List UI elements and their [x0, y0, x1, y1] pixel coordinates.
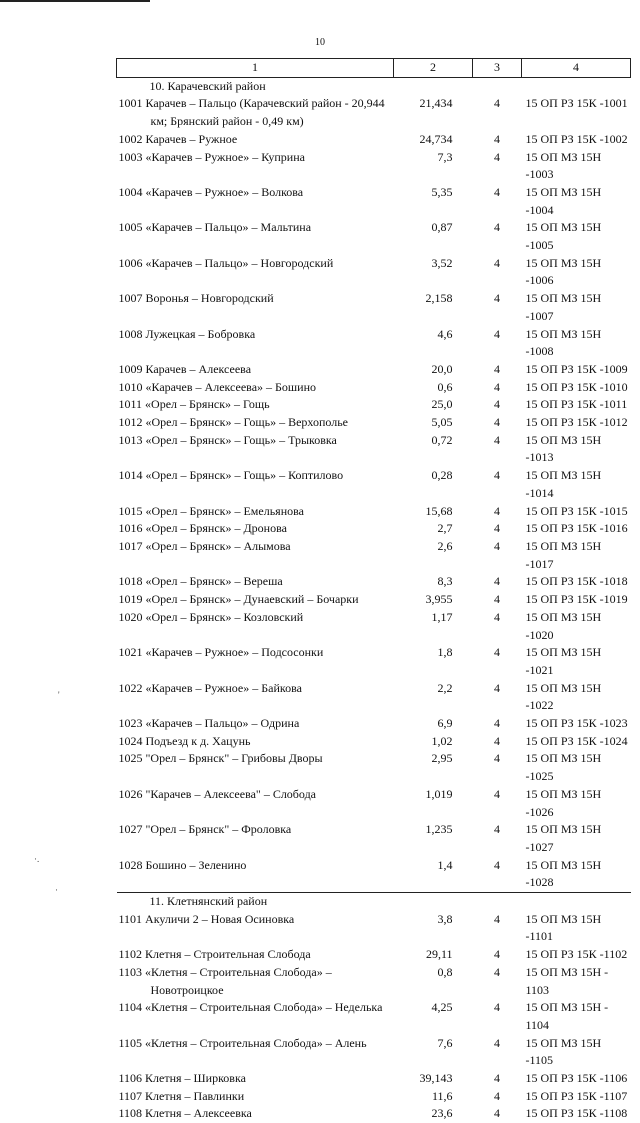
road-name: 1003 «Карачев – Ружное» – Куприна — [118, 149, 305, 164]
road-length: 0,72 — [431, 432, 453, 447]
table-row — [117, 149, 631, 184]
road-length: 3,955 — [425, 592, 453, 607]
margin-mark: ·. — [34, 854, 40, 864]
road-class: 4 — [494, 1088, 500, 1103]
margin-mark: · — [55, 885, 58, 895]
road-code: 15 ОП РЗ 15К -1011 — [525, 397, 628, 412]
road-class: 4 — [494, 680, 500, 695]
table-row — [117, 786, 631, 821]
table-row — [117, 396, 631, 414]
road-code: 15 ОП МЗ 15Н - 1104 — [525, 1000, 612, 1032]
road-length: 4,25 — [431, 1000, 453, 1015]
road-name: 1017 «Орел – Брянск» – Алымова — [118, 538, 291, 553]
empty-cell — [394, 77, 473, 95]
table-row — [117, 520, 631, 538]
road-code: 15 ОП МЗ 15Н -1006 — [525, 255, 605, 288]
road-length: 0,87 — [431, 220, 453, 235]
road-name: 1013 «Орел – Брянск» – Гощь» – Трыковка — [118, 432, 337, 447]
empty-cell — [522, 893, 631, 911]
table-row — [117, 255, 631, 290]
road-length: 0,28 — [431, 468, 453, 483]
table-row — [117, 946, 631, 964]
road-class: 4 — [494, 822, 500, 837]
road-name: 1024 Подъезд к д. Хацунь — [118, 733, 251, 748]
road-length: 1,8 — [437, 645, 453, 660]
road-code: 15 ОП МЗ 15Н -1101 — [525, 911, 605, 944]
road-name: 1106 Клетня – Ширковка — [118, 1071, 246, 1086]
table-header — [117, 59, 631, 78]
road-class: 4 — [494, 911, 500, 926]
road-code: 15 ОП РЗ 15К -1106 — [525, 1071, 628, 1086]
road-length: 2,6 — [437, 538, 453, 553]
road-class: 4 — [494, 947, 500, 962]
road-name: 1020 «Орел – Брянск» – Козловский — [118, 609, 304, 624]
road-class: 4 — [494, 645, 500, 660]
road-code: 15 ОП МЗ 15Н -1027 — [525, 822, 605, 854]
table-row — [117, 964, 631, 999]
road-name: 1004 «Карачев – Ружное» – Волкова — [118, 184, 304, 199]
road-name: 1101 Акуличи 2 – Новая Осиновка — [118, 911, 295, 926]
road-name: 1009 Карачев – Алексеева — [118, 361, 252, 376]
road-length: 1,17 — [431, 609, 453, 624]
table-row — [117, 1070, 631, 1088]
road-length: 2,158 — [425, 291, 453, 306]
road-class: 4 — [494, 379, 500, 394]
road-name: 1023 «Карачев – Пальцо» – Одрина — [118, 716, 300, 731]
road-code: 15 ОП МЗ 15Н -1014 — [525, 468, 605, 500]
road-length: 2,95 — [431, 751, 453, 766]
road-class: 4 — [494, 503, 500, 518]
page-number: 10 — [315, 37, 325, 48]
road-class: 4 — [494, 1106, 500, 1121]
table-row — [117, 290, 631, 325]
empty-cell — [473, 77, 522, 95]
road-name: 1107 Клетня – Павлинки — [118, 1088, 245, 1103]
road-class: 4 — [494, 415, 500, 430]
road-code: 15 ОП РЗ 15К -1012 — [525, 415, 628, 430]
section-row — [117, 77, 631, 95]
road-length: 0,6 — [437, 379, 453, 394]
table-row — [117, 538, 631, 573]
road-class: 4 — [494, 964, 500, 979]
road-name: 1006 «Карачев – Пальцо» – Новгородский — [118, 255, 334, 270]
road-class: 4 — [494, 291, 500, 306]
table-row — [117, 999, 631, 1034]
top-rule — [0, 0, 150, 2]
road-class: 4 — [494, 733, 500, 748]
table-row — [117, 591, 631, 609]
road-code: 15 ОП РЗ 15К -1024 — [525, 733, 628, 748]
road-name: 1027 "Орел – Брянск" – Фроловка — [118, 822, 292, 837]
empty-cell — [522, 77, 631, 95]
road-name: 1021 «Карачев – Ружное» – Подсосонки — [118, 645, 324, 660]
table-row — [117, 184, 631, 219]
road-name: 1008 Лужецкая – Бобровка — [118, 326, 256, 341]
road-class: 4 — [494, 574, 500, 589]
road-code: 15 ОП РЗ 15К -1015 — [525, 503, 628, 518]
road-class: 4 — [494, 751, 500, 766]
road-name: 1105 «Клетня – Строительная Слобода» – Алень — [118, 1035, 367, 1050]
road-class: 4 — [473, 857, 522, 893]
section-title: 11. Клетнянский район — [149, 894, 268, 909]
road-length: 8,3 — [437, 574, 453, 589]
road-name: 1012 «Орел – Брянск» – Гощь» – Верхополье — [118, 415, 348, 430]
road-length: 29,11 — [425, 947, 453, 962]
road-class: 4 — [494, 131, 500, 146]
road-class: 4 — [494, 1000, 500, 1015]
road-code: 15 ОП РЗ 15К -1108 — [525, 1106, 628, 1121]
road-length: 1,4 — [394, 857, 473, 893]
table-row — [117, 467, 631, 502]
road-length: 20,0 — [431, 361, 453, 376]
road-class: 4 — [494, 468, 500, 483]
road-name: 1014 «Орел – Брянск» – Гощь» – Коптилово — [118, 468, 344, 483]
road-code: 15 ОП МЗ 15Н -1020 — [525, 609, 605, 642]
header-col-1: 1 — [117, 59, 394, 78]
empty-cell — [394, 893, 473, 911]
table-row — [117, 750, 631, 785]
road-length: 2,2 — [437, 680, 453, 695]
road-length: 24,734 — [419, 131, 453, 146]
road-code: 15 ОП МЗ 15Н -1003 — [525, 149, 605, 182]
road-code: 15 ОП РЗ 15К -1016 — [525, 521, 628, 536]
road-code: 15 ОП МЗ 15Н -1021 — [525, 645, 605, 677]
table-row — [117, 432, 631, 467]
road-name: 1102 Клетня – Строительная Слобода — [118, 947, 311, 962]
road-name: 1018 «Орел – Брянск» – Вереша — [118, 574, 283, 589]
header-col-3: 3 — [473, 59, 522, 78]
road-code: 15 ОП РЗ 15К -1023 — [525, 716, 628, 731]
table-row — [117, 379, 631, 397]
road-class: 4 — [494, 538, 500, 553]
road-length: 0,8 — [437, 964, 453, 979]
road-code: 15 ОП МЗ 15Н -1013 — [525, 432, 605, 465]
road-class: 4 — [494, 220, 500, 235]
road-length: 1,019 — [425, 786, 453, 801]
table-row — [117, 857, 631, 893]
road-name: 1011 «Орел – Брянск» – Гощь — [118, 397, 270, 412]
road-code: 15 ОП МЗ 15Н -1007 — [525, 291, 605, 323]
road-class: 4 — [494, 184, 500, 199]
road-code: 15 ОП МЗ 15Н -1004 — [525, 184, 605, 217]
road-class: 4 — [494, 432, 500, 447]
table-row — [117, 715, 631, 733]
table-row — [117, 361, 631, 379]
road-length: 39,143 — [419, 1071, 453, 1086]
road-code: 15 ОП МЗ 15Н -1005 — [525, 220, 605, 253]
road-code: 15 ОП РЗ 15К -1018 — [525, 574, 628, 589]
road-code: 15 ОП МЗ 15Н -1028 — [522, 857, 631, 893]
road-name: 1108 Клетня – Алексеевка — [118, 1106, 252, 1121]
margin-mark: ' — [58, 690, 60, 700]
table-row — [117, 609, 631, 644]
road-class: 4 — [494, 1071, 500, 1086]
table-row — [117, 911, 631, 946]
road-class: 4 — [494, 1035, 500, 1050]
road-name: 1016 «Орел – Брянск» – Дронова — [118, 521, 287, 536]
road-code: 15 ОП РЗ 15К -1019 — [525, 592, 628, 607]
section-row — [117, 893, 631, 911]
road-length: 3,8 — [437, 911, 453, 926]
road-name: 1015 «Орел – Брянск» – Емельянова — [118, 503, 304, 518]
road-length: 5,35 — [431, 184, 453, 199]
road-length: 2,7 — [437, 521, 453, 536]
road-name: 1019 «Орел – Брянск» – Дунаевский – Бочарки — [118, 592, 359, 607]
table-row — [117, 821, 631, 856]
road-class: 4 — [494, 716, 500, 731]
road-length: 6,9 — [437, 716, 453, 731]
road-name: 1104 «Клетня – Строительная Слобода» – Неделька — [118, 1000, 383, 1015]
road-name: 1025 "Орел – Брянск" – Грибовы Дворы — [118, 751, 323, 766]
road-class: 4 — [494, 96, 500, 111]
road-class: 4 — [494, 149, 500, 164]
road-length: 15,68 — [425, 503, 453, 518]
road-class: 4 — [494, 786, 500, 801]
road-code: 15 ОП МЗ 15Н -1026 — [525, 786, 605, 819]
road-name: 1010 «Карачев – Алексеева» – Бошино — [118, 379, 316, 394]
road-length: 7,6 — [437, 1035, 453, 1050]
road-length: 1,235 — [425, 822, 453, 837]
header-col-4: 4 — [522, 59, 631, 78]
road-name: 1028 Бошино – Зеленино — [117, 857, 394, 893]
road-length: 5,05 — [431, 415, 453, 430]
header-col-2: 2 — [394, 59, 473, 78]
table-row — [117, 644, 631, 679]
road-code: 15 ОП МЗ 15Н -1025 — [525, 751, 605, 784]
road-length: 23,6 — [431, 1106, 453, 1121]
table-row — [117, 1035, 631, 1070]
road-name: 1002 Карачев – Ружное — [118, 131, 238, 146]
road-class: 4 — [494, 326, 500, 341]
road-code: 15 ОП МЗ 15Н -1022 — [525, 680, 605, 713]
road-code: 15 ОП РЗ 15К -1010 — [525, 379, 628, 394]
road-length: 25,0 — [431, 397, 453, 412]
road-name: 1026 "Карачев – Алексеева" – Слобода — [118, 786, 316, 801]
section-title: 10. Карачевский район — [149, 78, 266, 93]
road-name: 1022 «Карачев – Ружное» – Байкова — [118, 680, 302, 695]
table-row — [117, 1105, 631, 1123]
road-length: 11,6 — [431, 1088, 453, 1103]
table-row — [117, 503, 631, 521]
road-length: 21,434 — [419, 96, 453, 111]
road-class: 4 — [494, 397, 500, 412]
road-class: 4 — [494, 361, 500, 376]
road-code: 15 ОП РЗ 15К -1107 — [525, 1088, 628, 1103]
road-code: 15 ОП МЗ 15Н -1017 — [525, 538, 605, 571]
road-name: 1001 Карачев – Пальцо (Карачевский район - 20,944 км; Брянский район - 0,49 км) — [118, 96, 388, 129]
table-row — [117, 414, 631, 432]
road-code: 15 ОП МЗ 15Н -1105 — [525, 1035, 605, 1068]
road-code: 15 ОП РЗ 15К -1002 — [525, 131, 628, 146]
road-code: 15 ОП РЗ 15К -1001 — [525, 96, 628, 111]
empty-cell — [473, 893, 522, 911]
road-class: 4 — [494, 255, 500, 270]
road-code: 15 ОП РЗ 15К -1102 — [525, 947, 628, 962]
road-code: 15 ОП РЗ 15К -1009 — [525, 361, 628, 376]
road-class: 4 — [494, 521, 500, 536]
roads-table — [116, 58, 631, 1123]
road-length: 1,02 — [431, 733, 453, 748]
road-code: 15 ОП МЗ 15Н -1008 — [525, 326, 605, 359]
table-body — [117, 77, 631, 1123]
road-class: 4 — [494, 609, 500, 624]
road-name: 1103 «Клетня – Строительная Слобода» – Новотроицкое — [118, 964, 335, 997]
table-row — [117, 131, 631, 149]
road-class: 4 — [494, 592, 500, 607]
road-length: 4,6 — [437, 326, 453, 341]
road-length: 3,52 — [431, 255, 453, 270]
road-name: 1005 «Карачев – Пальцо» – Мальтина — [118, 220, 312, 235]
road-length: 7,3 — [437, 149, 453, 164]
table-row — [117, 219, 631, 254]
table-row — [117, 680, 631, 715]
table-row — [117, 326, 631, 361]
table-row — [117, 733, 631, 751]
road-code: 15 ОП МЗ 15Н - 1103 — [525, 964, 612, 997]
table-row — [117, 573, 631, 591]
road-name: 1007 Воронья – Новгородский — [118, 291, 274, 306]
table-row — [117, 95, 631, 130]
table-row — [117, 1088, 631, 1106]
